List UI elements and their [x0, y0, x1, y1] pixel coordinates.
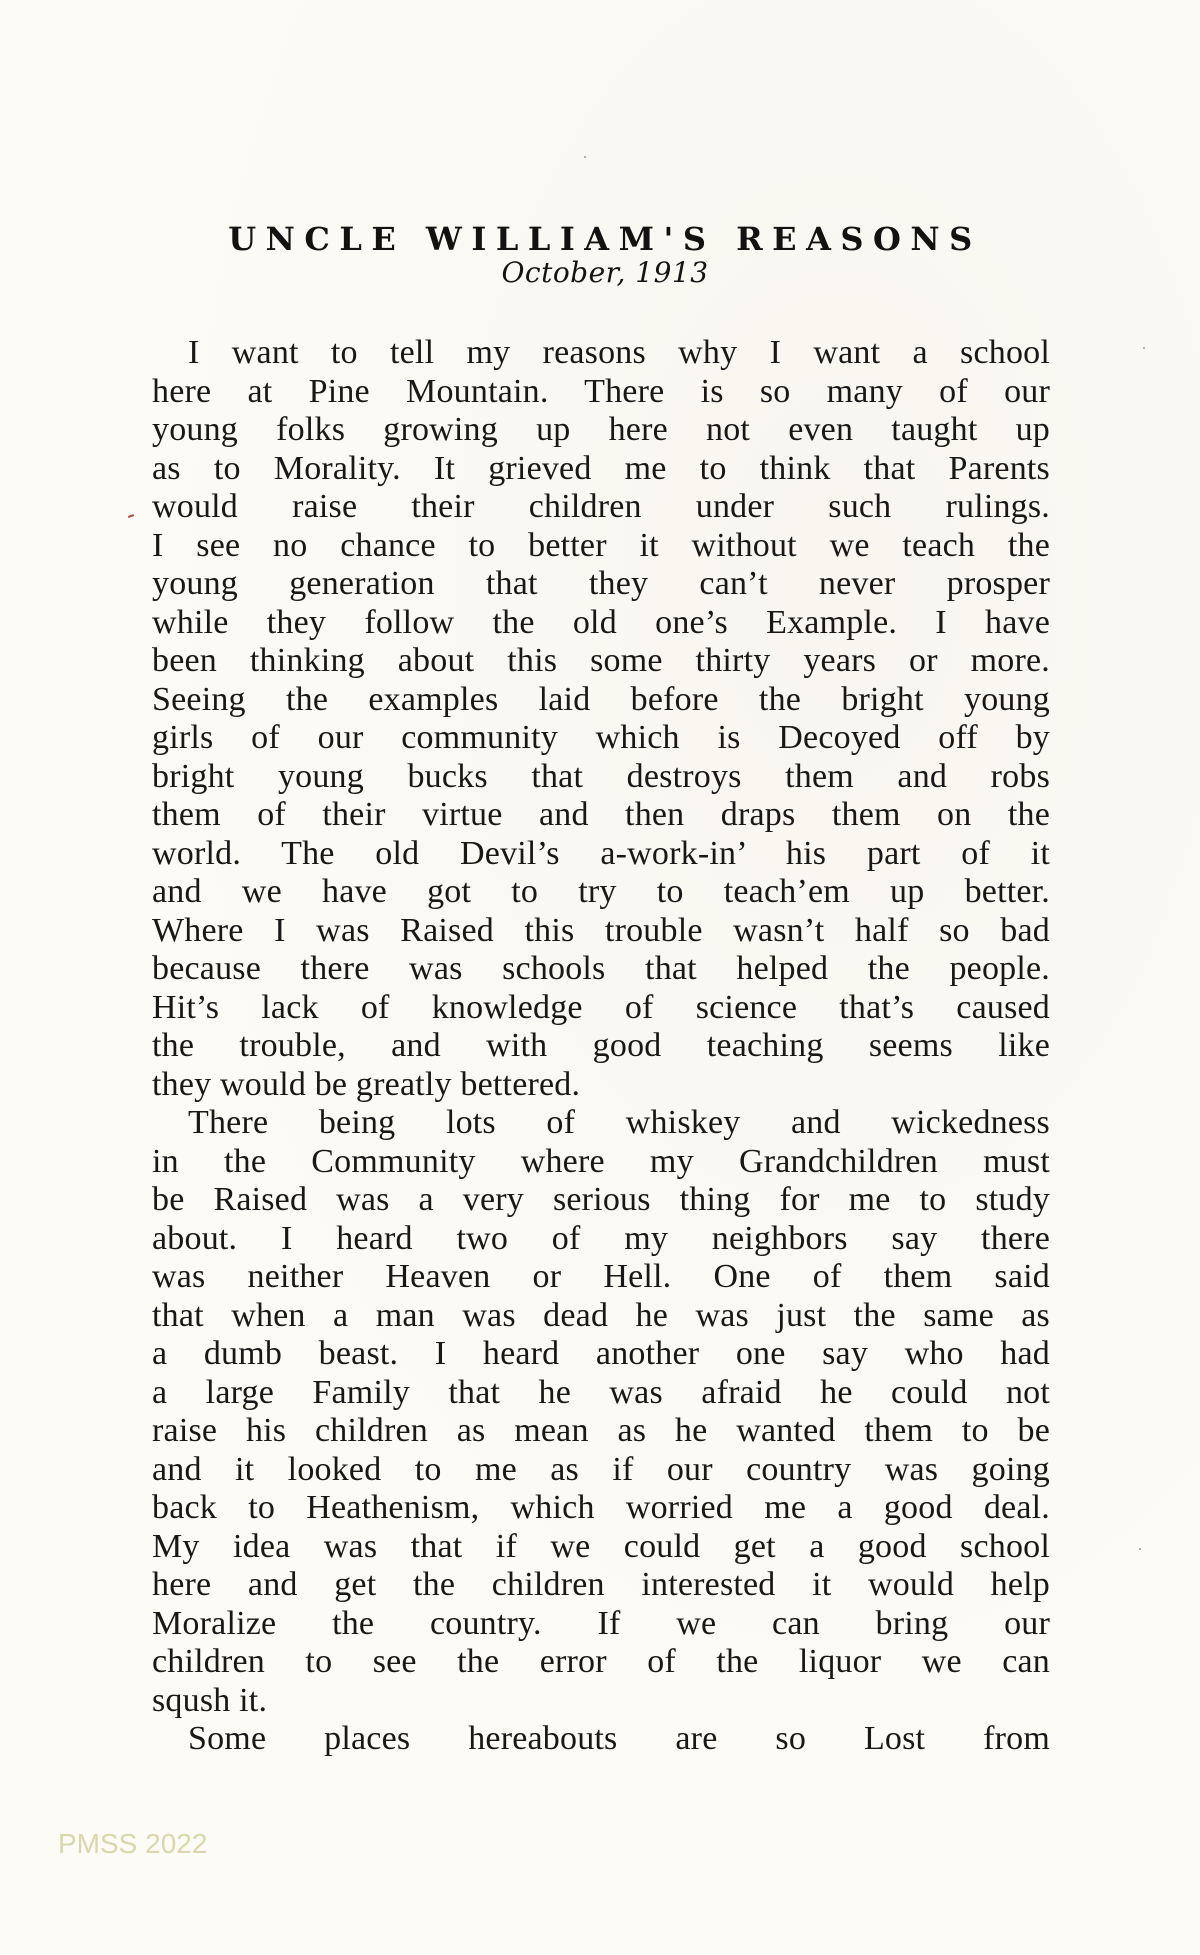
document-date: October, 1913	[501, 256, 709, 289]
text-line: been thinking about this some thirty years or more.	[152, 642, 1050, 679]
text-line: in the Community where my Grandchildren must	[152, 1142, 1050, 1180]
paper-speck	[1139, 1548, 1141, 1550]
text-line: My idea was that if we could get a good school	[152, 1527, 1050, 1565]
text-line: and we have got to try to teach’em up better.	[152, 873, 1050, 910]
text-line: while they follow the old one’s Example. I have	[152, 603, 1050, 641]
text-line: them of their virtue and then draps them on the	[152, 796, 1050, 833]
text-line: the trouble, and with good teaching seems like	[152, 1027, 1050, 1064]
watermark: PMSS 2022	[58, 1828, 208, 1859]
text-line: was neither Heaven or Hell. One of them said	[152, 1258, 1050, 1295]
text-line: I want to tell my reasons why I want a school	[188, 334, 1050, 371]
text-line: would raise their children under such rulings.	[152, 488, 1050, 525]
text-line: they would be greatly bettered.	[152, 1065, 581, 1103]
text-line: here at Pine Mountain. There is so many of our	[152, 372, 1050, 410]
text-line: raise his children as mean as he wanted them to be	[152, 1412, 1050, 1449]
text-line: as to Morality. It grieved me to think that Parents	[152, 449, 1050, 487]
text-line: Where I was Raised this trouble wasn’t half so bad	[152, 911, 1050, 949]
text-line: Seeing the examples laid before the bright young	[152, 680, 1050, 718]
margin-pen-mark	[128, 514, 134, 518]
text-line: and it looked to me as if our country was going	[152, 1450, 1050, 1488]
text-line: young folks growing up here not even taught up	[152, 411, 1050, 448]
text-line: There being lots of whiskey and wickedness	[188, 1104, 1050, 1141]
paper-speck	[584, 156, 586, 158]
text-line: Moralize the country. If we can bring our	[152, 1604, 1050, 1642]
text-line: sqush it.	[152, 1681, 268, 1719]
text-line: Some places hereabouts are so Lost from	[188, 1720, 1050, 1757]
text-line: be Raised was a very serious thing for me to study	[152, 1181, 1050, 1218]
text-line: a large Family that he was afraid he could not	[152, 1373, 1050, 1411]
text-line: bright young bucks that destroys them and robs	[152, 757, 1050, 795]
text-line: that when a man was dead he was just the same as	[152, 1296, 1050, 1334]
document-title: UNCLE WILLIAM'S REASONS	[228, 220, 982, 259]
text-line: a dumb beast. I heard another one say who had	[152, 1335, 1050, 1372]
text-line: Hit’s lack of knowledge of science that’s caused	[152, 988, 1050, 1026]
text-line: because there was schools that helped the people.	[152, 950, 1050, 987]
text-line: back to Heathenism, which worried me a good deal.	[152, 1489, 1050, 1526]
paper-speck	[1143, 347, 1145, 349]
text-line: girls of our community which is Decoyed off by	[152, 719, 1050, 756]
text-line: about. I heard two of my neighbors say there	[152, 1219, 1050, 1257]
text-line: children to see the error of the liquor we can	[152, 1643, 1050, 1680]
text-line: world. The old Devil’s a-work-in’ his part of it	[152, 834, 1050, 872]
text-line: here and get the children interested it would help	[152, 1566, 1050, 1603]
text-line: I see no chance to better it without we teach the	[152, 526, 1050, 564]
text-line: young generation that they can’t never prosper	[152, 565, 1050, 602]
document-body	[152, 334, 1050, 1759]
